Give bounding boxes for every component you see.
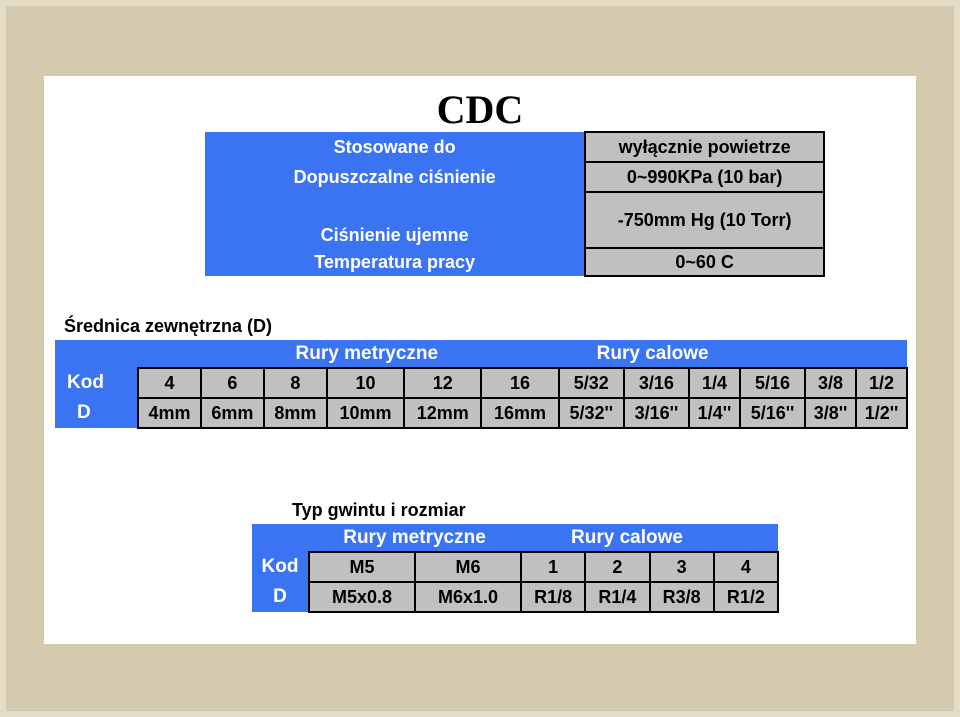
spec-value: wyłącznie powietrze — [585, 132, 824, 162]
group-metric: Rury metryczne — [252, 524, 521, 552]
diameter-d-row — [55, 398, 907, 428]
spec-row — [205, 132, 824, 162]
diameter-group-row — [55, 340, 907, 368]
page-title: CDC — [436, 87, 524, 132]
thread-d-row — [252, 582, 778, 612]
d-cell: R3/8 — [650, 582, 714, 612]
kod-cell: 1/4 — [689, 368, 740, 398]
diameter-table — [55, 340, 908, 429]
thread-kod-row — [252, 552, 778, 582]
spec-label: Dopuszczalne ciśnienie — [205, 162, 585, 192]
group-inch: Rury calowe — [521, 524, 778, 552]
kod-cell: 2 — [585, 552, 649, 582]
d-cell: 10mm — [327, 398, 404, 428]
d-cell: 8mm — [264, 398, 327, 428]
kod-cell: 1 — [521, 552, 585, 582]
d-cell: M5x0.8 — [309, 582, 415, 612]
thread-table — [252, 524, 779, 613]
kod-label: Kod — [252, 552, 309, 582]
kod-cell: 6 — [201, 368, 264, 398]
d-label: D — [55, 398, 138, 428]
d-cell: 5/32'' — [559, 398, 624, 428]
kod-cell: 1/2 — [856, 368, 907, 398]
kod-cell: 4 — [714, 552, 778, 582]
kod-cell: 3 — [650, 552, 714, 582]
spec-label: Ciśnienie ujemne — [205, 192, 585, 248]
kod-cell: 5/32 — [559, 368, 624, 398]
spec-label: Stosowane do — [205, 132, 585, 162]
kod-label: Kod — [55, 368, 138, 398]
group-metric: Rury metryczne — [55, 340, 559, 368]
d-cell: 6mm — [201, 398, 264, 428]
spec-value: -750mm Hg (10 Torr) — [585, 192, 824, 248]
d-cell: 1/2'' — [856, 398, 907, 428]
d-cell: 1/4'' — [689, 398, 740, 428]
d-cell: 3/8'' — [805, 398, 856, 428]
d-cell: R1/4 — [585, 582, 649, 612]
thread-group-row — [252, 524, 778, 552]
kod-cell: 12 — [404, 368, 481, 398]
group-inch: Rury calowe — [559, 340, 907, 368]
kod-cell: M5 — [309, 552, 415, 582]
diameter-kod-row — [55, 368, 907, 398]
kod-cell: 4 — [138, 368, 201, 398]
spec-table — [205, 131, 825, 277]
spec-row — [205, 248, 824, 276]
d-cell: 12mm — [404, 398, 481, 428]
kod-cell: 10 — [327, 368, 404, 398]
kod-cell: M6 — [415, 552, 521, 582]
kod-cell: 3/8 — [805, 368, 856, 398]
spec-row — [205, 192, 824, 248]
kod-cell: 3/16 — [624, 368, 689, 398]
kod-cell: 16 — [481, 368, 558, 398]
d-cell: 3/16'' — [624, 398, 689, 428]
d-label: D — [252, 582, 309, 612]
spec-value: 0~990KPa (10 bar) — [585, 162, 824, 192]
d-cell: R1/8 — [521, 582, 585, 612]
spec-label: Temperatura pracy — [205, 248, 585, 276]
d-cell: 4mm — [138, 398, 201, 428]
kod-cell: 5/16 — [740, 368, 805, 398]
d-cell: M6x1.0 — [415, 582, 521, 612]
d-cell: 5/16'' — [740, 398, 805, 428]
d-cell: 16mm — [481, 398, 558, 428]
spec-value: 0~60 C — [585, 248, 824, 276]
document-sheet — [44, 76, 916, 644]
diameter-caption: Średnica zewnętrzna (D) — [64, 316, 273, 336]
d-cell: R1/2 — [714, 582, 778, 612]
kod-cell: 8 — [264, 368, 327, 398]
spec-row — [205, 162, 824, 192]
thread-caption: Typ gwintu i rozmiar — [292, 500, 466, 520]
